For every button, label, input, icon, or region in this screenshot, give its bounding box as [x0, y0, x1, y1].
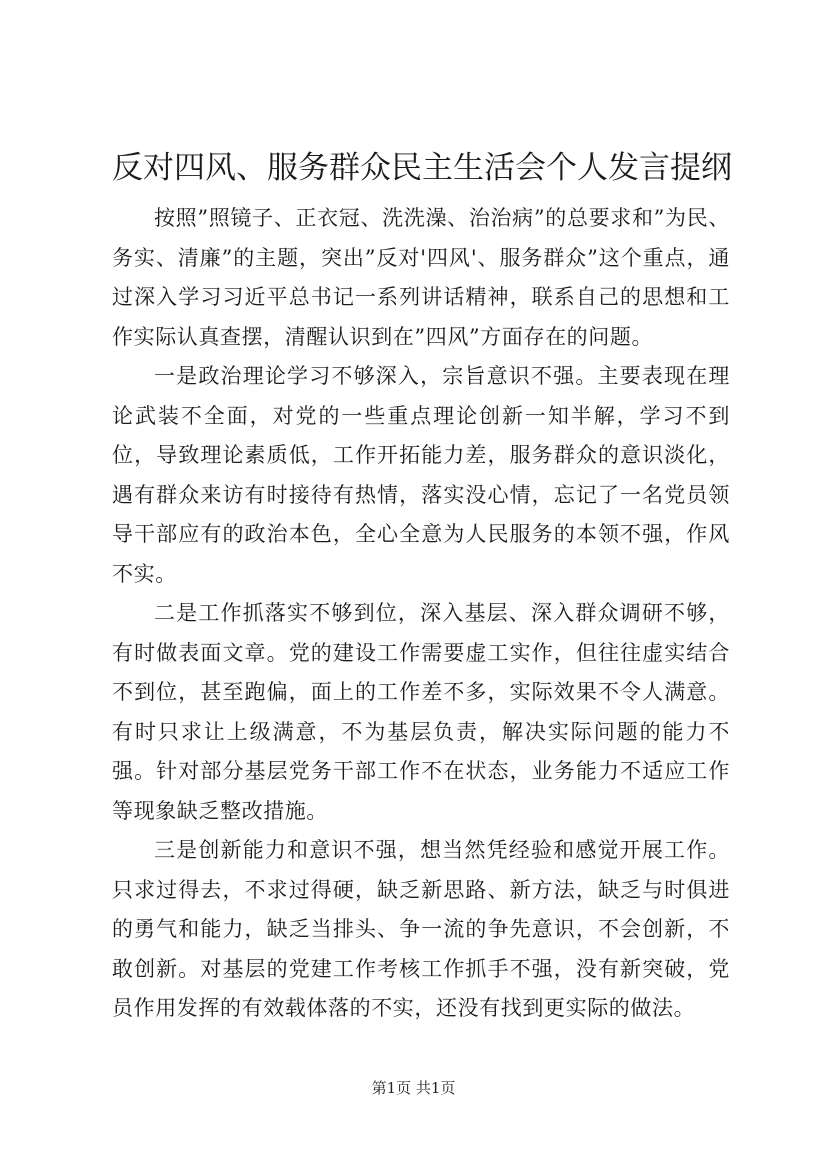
paragraph-point-three: 三是创新能力和意识不强，想当然凭经验和感觉开展工作。只求过得去，不求过得硬，缺乏新思路、新方法，缺乏与时俱进的勇气和能力，缺乏当排头、争一流的争先意识，不会创新，不敢创新。对基层的党建工作考核工作抓手不强，没有新突破，党员作用发挥的有效载体落的不实，还没有找到更实际的做法。 [112, 838, 730, 1020]
paragraph-point-one: 一是政治理论学习不够深入，宗旨意识不强。主要表现在理论武装不全面，对党的一些重点理论创新一知半解，学习不到位，导致理论素质低，工作开拓能力差，服务群众的意识淡化，遇有群众来访有时接待有热情，落实没心情，忘记了一名党员领导干部应有的政治本色，全心全意为人民服务的本领不强，作风不实。 [112, 364, 730, 586]
paragraph-intro: 按照”照镜子、正衣冠、洗洗澡、治治病”的总要求和”为民、务实、清廉”的主题，突出”反对'四风'、服务群众”这个重点，通过深入学习习近平总书记一系列讲话精神，联系自己的思想和工作实际认真查摆，清醒认识到在”四风”方面存在的问题。 [112, 206, 730, 349]
document-body [112, 199, 730, 1029]
paragraph-point-two: 二是工作抓落实不够到位，深入基层、深入群众调研不够，有时做表面文章。党的建设工作需要虚工实作，但往往虚实结合不到位，甚至跑偏，面上的工作差不多，实际效果不令人满意。有时只求让上级满意，不为基层负责，解决实际问题的能力不强。针对部分基层党务干部工作不在状态，业务能力不适应工作等现象缺乏整改措施。 [112, 601, 730, 823]
page-footer: 第1页 共1页 [371, 1079, 456, 1097]
document-title: 反对四风、服务群众民主生活会个人发言提纲 [112, 150, 732, 186]
